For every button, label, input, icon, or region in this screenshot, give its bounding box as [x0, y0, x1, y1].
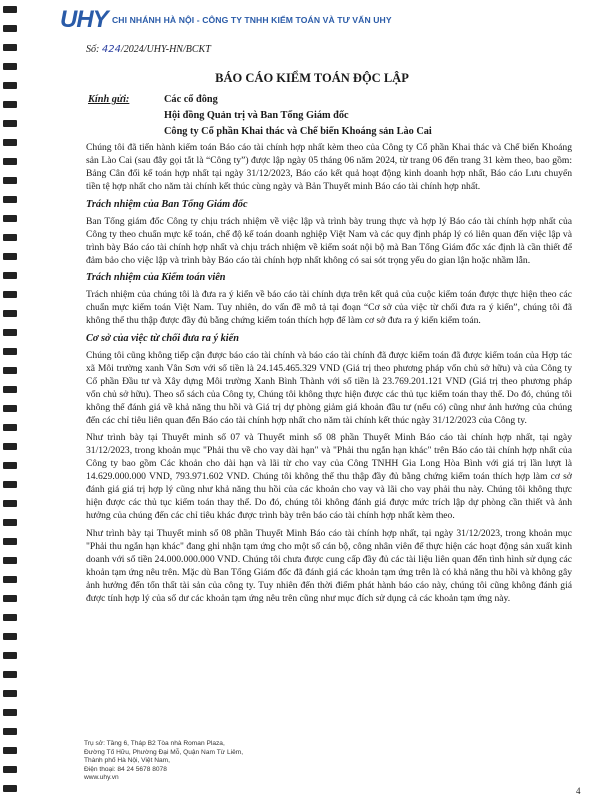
binding-hole	[3, 709, 17, 716]
binding-hole	[3, 424, 17, 431]
binding-hole	[3, 785, 17, 792]
binding-hole	[3, 25, 17, 32]
binding-hole	[3, 576, 17, 583]
office-address-footer	[84, 740, 243, 783]
section-heading-auditor: Trách nhiệm của Kiểm toán viên	[86, 272, 226, 283]
report-reference	[86, 44, 211, 55]
binding-hole	[3, 728, 17, 735]
addressee-line: Công ty Cổ phần Khai thác và Chế biến Khoáng sản Lào Cai	[164, 126, 432, 137]
binding-hole	[3, 747, 17, 754]
ref-prefix: Số:	[86, 44, 100, 55]
footer-line: www.uhy.vn	[84, 774, 119, 782]
binding-hole	[3, 443, 17, 450]
binding-hole	[3, 158, 17, 165]
binding-hole	[3, 6, 17, 13]
binding-hole	[3, 481, 17, 488]
binding-hole	[3, 557, 17, 564]
binding-hole	[3, 614, 17, 621]
auditor-paragraph: Trách nhiệm của chúng tôi là đưa ra ý kiến về báo cáo tài chính dựa trên kết quả của cuộc kiểm toán được thực hiện theo các chuẩn mực kiểm toán Việt Nam. Tuy nhiên, do vấn đề mô tả tại đoạn “Cơ sở của việc từ chối đưa ra ý kiến”, chúng tôi đã không thể thu thập được đầy đủ bằng chứng kiểm toán thích hợp để làm cơ sở đưa ra ý kiến kiểm toán.	[86, 289, 572, 326]
intro-paragraph: Chúng tôi đã tiến hành kiểm toán Báo cáo tài chính hợp nhất kèm theo của Công ty Cổ phần Khai thác và Chế biến Khoáng sản Lào Cai (sau đây gọi tắt là “Công ty”) được lập ngày 05 tháng 06 năm 2024, từ trang 06 đến trang 31 kèm theo, bao gồm: Bảng Cân đối kế toán hợp nhất tại ngày 31/12/2023, Báo cáo kết quả hoạt động kinh doanh hợp nhất, Báo cáo Lưu chuyển tiền tệ hợp nhất cho năm tài chính kết thúc cùng ngày và Bản Thuyết minh Báo cáo tài chính hợp nhất.	[86, 142, 572, 192]
ref-suffix: /2024/UHY-HN/BCKT	[120, 44, 211, 55]
company-name: CHI NHÁNH HÀ NỘI - CÔNG TY TNHH KIỂM TOÁN VÀ TƯ VẤN UHY	[112, 15, 392, 25]
binding-hole	[3, 120, 17, 127]
report-title: BÁO CÁO KIỂM TOÁN ĐỘC LẬP	[215, 71, 409, 85]
binding-hole	[3, 253, 17, 260]
binding-hole	[3, 196, 17, 203]
basis-paragraph-2: Như trình bày tại Thuyết minh số 07 và Thuyết minh số 08 phần Thuyết Minh Báo cáo tài chính hợp nhất, tại ngày 31/12/2023, trong khoản mục "Phải thu về cho vay dài hạn" và "Phải thu ngắn hạn khác" trên Báo cáo tài chính hợp nhất của Công ty bao gồm Các khoản cho dài hạn và lãi từ cho vay của Công TNHH Gia Long Hòa Bình với giá trị lần lượt là 14.629.000.000 VND, 793.971.602 VND. Chúng tôi không thể thu thập đầy đủ bằng chứng kiểm toán thích hợp làm cơ sở đánh giá giá trị hợp lý cũng như khả năng thu hồi của các khoản cho vay và lãi cho vay phải thu này. Chúng tôi không thực hiện được các thủ tục kiểm toán thay thế. Do đó, chúng tôi không đánh giá được mức trích lập dự phòng cần thiết và ảnh hưởng của chúng đến các chỉ tiêu khác được trình bày trên báo cáo tài chính hợp nhất kèm theo.	[86, 432, 572, 521]
uhy-logo: UHY	[60, 6, 108, 33]
binding-hole	[3, 367, 17, 374]
basis-paragraph-1: Chúng tôi cũng không tiếp cận được báo cáo tài chính và báo cáo tài chính đã được kiểm toán đã được kiểm toán của Hợp tác xã Môi trường xanh Vân Sơn với số tiền là 24.145.465.329 VND (Giá trị theo phương pháp vốn chủ sở hữu) và của Công ty Cổ phần Đầu tư và Xây dựng Môi trường Xanh Bình Thành với số tiền là 23.769.201.121 VND (Giá trị theo phương pháp vốn chủ sở hữu). Theo sổ sách của Công ty, Chúng tôi không thực hiện được các thủ tục kiểm toán thay thế. Do đó, chúng tôi không thể đánh giá về khả năng thu hồi và Giá trị dự phòng giảm giá khoản đầu tư (nếu có) cũng như ảnh hưởng của chúng đến các chỉ tiêu liên quan đến Báo cáo tài chính hợp nhất cho năm tài chính kết thúc ngày 31/12/2023 của Công ty.	[86, 349, 572, 426]
binding-hole	[3, 652, 17, 659]
binding-hole	[3, 766, 17, 773]
footer-line: Điện thoại: 84 24 5678 8078	[84, 765, 167, 773]
binding-edge	[0, 0, 20, 800]
addressee-line: Các cổ đông	[164, 94, 218, 105]
footer-line: Trụ sở: Tầng 6, Tháp B2 Tòa nhà Roman Plaza,	[84, 740, 225, 747]
binding-hole	[3, 177, 17, 184]
binding-hole	[3, 386, 17, 393]
binding-hole	[3, 101, 17, 108]
binding-hole	[3, 291, 17, 298]
page-number: 4	[576, 786, 581, 796]
addressee-label: Kính gửi:	[88, 94, 130, 105]
document-page	[42, 0, 582, 800]
binding-hole	[3, 272, 17, 279]
report-body	[86, 141, 572, 609]
binding-hole	[3, 690, 17, 697]
binding-hole	[3, 405, 17, 412]
basis-paragraph-3: Như trình bày tại Thuyết minh số 08 phần Thuyết Minh Báo cáo tài chính hợp nhất, tại ngày 31/12/2023, trong khoản mục "Phải thu ngắn hạn khác" đang ghi nhận tạm ứng cho một số cán bộ, công nhân viên để thực hiện các hoạt động sản xuất kinh doanh với số tiền 24.000.000.000 VND. Chúng tôi chưa được cung cấp đầy đủ các tài liệu liên quan đến tình hình sử dụng các khoản tạm ứng nêu trên. Mặc dù Ban Tổng Giám đốc đã đánh giá các khoản tạm ứng trên là có khả năng thu hồi và không gây ảnh hưởng đến tổn thất tài sản của công ty. Tuy nhiên đến thời điểm phát hành báo cáo này, chúng tôi cũng không đánh giá được tính hợp lý của số dư các khoản tạm ứng nêu trên cũng như mục đích sử dụng cả các khoản tạm ứng này.	[86, 527, 572, 604]
binding-hole	[3, 310, 17, 317]
binding-hole	[3, 671, 17, 678]
binding-hole	[3, 462, 17, 469]
binding-hole	[3, 44, 17, 51]
binding-hole	[3, 63, 17, 70]
binding-hole	[3, 633, 17, 640]
binding-hole	[3, 500, 17, 507]
binding-hole	[3, 519, 17, 526]
footer-line: Thành phố Hà Nội, Việt Nam,	[84, 757, 171, 765]
binding-hole	[3, 234, 17, 241]
handwritten-number: 424	[101, 44, 121, 55]
binding-hole	[3, 329, 17, 336]
footer-line: Đường Tố Hữu, Phường Đại Mỗ, Quận Nam Từ Liêm,	[84, 748, 244, 756]
section-heading-management: Trách nhiệm của Ban Tổng Giám đốc	[86, 198, 248, 210]
binding-hole	[3, 348, 17, 355]
addressee-line: Hội đồng Quản trị và Ban Tổng Giám đốc	[164, 110, 349, 121]
management-paragraph: Ban Tổng giám đốc Công ty chịu trách nhiệm về việc lập và trình bày trung thực và hợp lý Báo cáo tài chính hợp nhất của Công ty theo chuẩn mực kế toán, chế độ kế toán doanh nghiệp Việt Nam và các quy định pháp lý có liên quan đến việc lập và trình bày Báo cáo tài chính hợp nhất và chịu trách nhiệm về kiểm soát nội bộ mà Ban Tổng Giám đốc xác định là cần thiết để đảm bảo cho việc lập và trình bày Báo cáo tài chính hợp nhất không có sai sót trọng yếu do gian lận hoặc nhầm lẫn.	[86, 215, 572, 266]
binding-hole	[3, 215, 17, 222]
binding-hole	[3, 82, 17, 89]
letterhead	[60, 8, 580, 34]
binding-hole	[3, 595, 17, 602]
binding-hole	[3, 139, 17, 146]
binding-hole	[3, 538, 17, 545]
section-heading-basis: Cơ sở của việc từ chối đưa ra ý kiến	[86, 332, 239, 344]
